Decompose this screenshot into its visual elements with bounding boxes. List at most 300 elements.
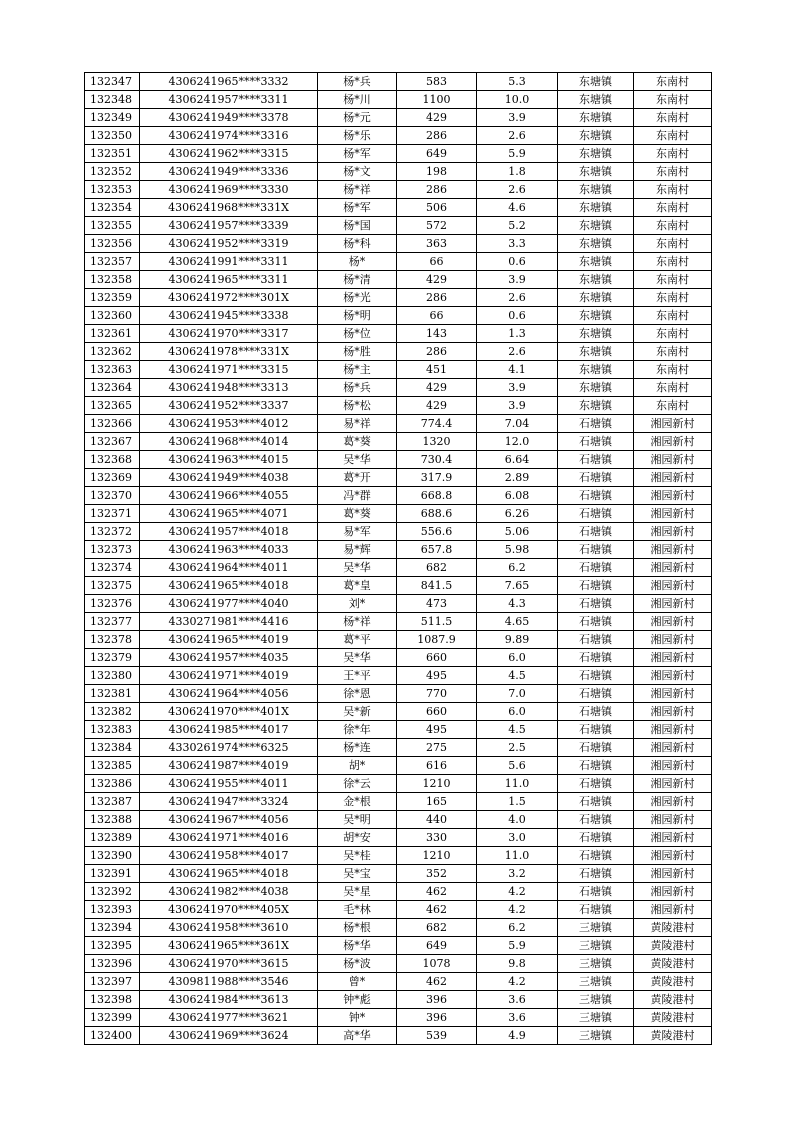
cell-name: 吴*宝 bbox=[318, 865, 397, 883]
table-row bbox=[85, 991, 712, 1009]
cell-name: 吴*星 bbox=[318, 883, 397, 901]
cell-village: 湘园新村 bbox=[634, 523, 712, 541]
cell-id-number: 4306241982****4038 bbox=[140, 883, 318, 901]
cell-id-number: 4306241945****3338 bbox=[140, 307, 318, 325]
cell-village: 湘园新村 bbox=[634, 829, 712, 847]
cell-id-number: 4306241948****3313 bbox=[140, 379, 318, 397]
cell-village: 湘园新村 bbox=[634, 595, 712, 613]
table-row bbox=[85, 757, 712, 775]
cell-area: 660 bbox=[397, 649, 477, 667]
cell-area: 462 bbox=[397, 901, 477, 919]
cell-area: 317.9 bbox=[397, 469, 477, 487]
cell-village: 湘园新村 bbox=[634, 757, 712, 775]
cell-town: 东塘镇 bbox=[558, 379, 634, 397]
cell-serial-number: 132380 bbox=[85, 667, 140, 685]
table-row bbox=[85, 307, 712, 325]
cell-id-number: 4306241970****3317 bbox=[140, 325, 318, 343]
cell-town: 东塘镇 bbox=[558, 253, 634, 271]
cell-area: 1078 bbox=[397, 955, 477, 973]
cell-serial-number: 132352 bbox=[85, 163, 140, 181]
table-row bbox=[85, 523, 712, 541]
cell-town: 东塘镇 bbox=[558, 361, 634, 379]
cell-id-number: 4306241957****4018 bbox=[140, 523, 318, 541]
cell-area: 657.8 bbox=[397, 541, 477, 559]
table-row bbox=[85, 199, 712, 217]
cell-town: 东塘镇 bbox=[558, 307, 634, 325]
table-row bbox=[85, 271, 712, 289]
cell-name: 吴*桂 bbox=[318, 847, 397, 865]
cell-town: 东塘镇 bbox=[558, 325, 634, 343]
cell-area: 1100 bbox=[397, 91, 477, 109]
cell-town: 石塘镇 bbox=[558, 847, 634, 865]
cell-name: 葛*葵 bbox=[318, 433, 397, 451]
cell-village: 湘园新村 bbox=[634, 415, 712, 433]
cell-amount: 1.5 bbox=[477, 793, 558, 811]
cell-serial-number: 132369 bbox=[85, 469, 140, 487]
cell-serial-number: 132373 bbox=[85, 541, 140, 559]
cell-area: 143 bbox=[397, 325, 477, 343]
cell-amount: 6.08 bbox=[477, 487, 558, 505]
table-row bbox=[85, 361, 712, 379]
cell-area: 286 bbox=[397, 181, 477, 199]
cell-id-number: 4306241952****3337 bbox=[140, 397, 318, 415]
cell-serial-number: 132392 bbox=[85, 883, 140, 901]
cell-id-number: 4306241970****405X bbox=[140, 901, 318, 919]
cell-name: 杨*科 bbox=[318, 235, 397, 253]
cell-serial-number: 132399 bbox=[85, 1009, 140, 1027]
cell-area: 66 bbox=[397, 253, 477, 271]
cell-town: 石塘镇 bbox=[558, 469, 634, 487]
cell-serial-number: 132367 bbox=[85, 433, 140, 451]
cell-town: 石塘镇 bbox=[558, 613, 634, 631]
table-row bbox=[85, 793, 712, 811]
cell-town: 东塘镇 bbox=[558, 109, 634, 127]
cell-name: 葛*葵 bbox=[318, 505, 397, 523]
cell-id-number: 4306241972****301X bbox=[140, 289, 318, 307]
cell-area: 495 bbox=[397, 667, 477, 685]
cell-area: 556.6 bbox=[397, 523, 477, 541]
cell-name: 胡* bbox=[318, 757, 397, 775]
cell-name: 杨*兵 bbox=[318, 379, 397, 397]
cell-id-number: 4306241965****4018 bbox=[140, 865, 318, 883]
cell-amount: 2.6 bbox=[477, 343, 558, 361]
cell-serial-number: 132375 bbox=[85, 577, 140, 595]
cell-village: 东南村 bbox=[634, 127, 712, 145]
cell-amount: 4.5 bbox=[477, 667, 558, 685]
cell-town: 石塘镇 bbox=[558, 577, 634, 595]
cell-area: 688.6 bbox=[397, 505, 477, 523]
table-row bbox=[85, 1009, 712, 1027]
cell-area: 616 bbox=[397, 757, 477, 775]
cell-id-number: 4306241965****4018 bbox=[140, 577, 318, 595]
cell-serial-number: 132358 bbox=[85, 271, 140, 289]
cell-amount: 3.3 bbox=[477, 235, 558, 253]
cell-name: 杨*元 bbox=[318, 109, 397, 127]
table-row bbox=[85, 181, 712, 199]
table-row bbox=[85, 487, 712, 505]
cell-village: 湘园新村 bbox=[634, 901, 712, 919]
cell-serial-number: 132391 bbox=[85, 865, 140, 883]
cell-name: 胡*安 bbox=[318, 829, 397, 847]
table-row bbox=[85, 1027, 712, 1045]
cell-amount: 5.3 bbox=[477, 73, 558, 91]
cell-id-number: 4306241969****3624 bbox=[140, 1027, 318, 1045]
cell-id-number: 4306241974****3316 bbox=[140, 127, 318, 145]
cell-serial-number: 132387 bbox=[85, 793, 140, 811]
cell-id-number: 4306241958****4017 bbox=[140, 847, 318, 865]
cell-amount: 7.0 bbox=[477, 685, 558, 703]
cell-name: 吴*华 bbox=[318, 649, 397, 667]
cell-serial-number: 132364 bbox=[85, 379, 140, 397]
cell-village: 黄陵港村 bbox=[634, 919, 712, 937]
cell-id-number: 4306241962****3315 bbox=[140, 145, 318, 163]
cell-id-number: 4306241987****4019 bbox=[140, 757, 318, 775]
cell-id-number: 4306241958****3610 bbox=[140, 919, 318, 937]
cell-area: 668.8 bbox=[397, 487, 477, 505]
cell-area: 352 bbox=[397, 865, 477, 883]
cell-amount: 4.3 bbox=[477, 595, 558, 613]
cell-name: 杨*波 bbox=[318, 955, 397, 973]
table-row bbox=[85, 325, 712, 343]
cell-town: 石塘镇 bbox=[558, 505, 634, 523]
cell-area: 286 bbox=[397, 343, 477, 361]
cell-town: 石塘镇 bbox=[558, 595, 634, 613]
cell-town: 东塘镇 bbox=[558, 271, 634, 289]
cell-name: 杨*光 bbox=[318, 289, 397, 307]
cell-name: 钟*彪 bbox=[318, 991, 397, 1009]
cell-id-number: 4309811988****3546 bbox=[140, 973, 318, 991]
table-row bbox=[85, 595, 712, 613]
cell-amount: 5.9 bbox=[477, 937, 558, 955]
cell-town: 石塘镇 bbox=[558, 631, 634, 649]
cell-village: 湘园新村 bbox=[634, 865, 712, 883]
cell-name: 杨*军 bbox=[318, 199, 397, 217]
table-row bbox=[85, 343, 712, 361]
cell-amount: 3.9 bbox=[477, 379, 558, 397]
cell-name: 杨*胜 bbox=[318, 343, 397, 361]
cell-amount: 7.65 bbox=[477, 577, 558, 595]
cell-area: 429 bbox=[397, 271, 477, 289]
cell-id-number: 4306241952****3319 bbox=[140, 235, 318, 253]
cell-area: 429 bbox=[397, 109, 477, 127]
cell-village: 湘园新村 bbox=[634, 883, 712, 901]
table-row bbox=[85, 613, 712, 631]
cell-id-number: 4306241970****3615 bbox=[140, 955, 318, 973]
cell-amount: 4.6 bbox=[477, 199, 558, 217]
cell-id-number: 4306241984****3613 bbox=[140, 991, 318, 1009]
cell-area: 473 bbox=[397, 595, 477, 613]
cell-serial-number: 132386 bbox=[85, 775, 140, 793]
cell-serial-number: 132347 bbox=[85, 73, 140, 91]
cell-amount: 10.0 bbox=[477, 91, 558, 109]
cell-name: 杨*国 bbox=[318, 217, 397, 235]
cell-village: 黄陵港村 bbox=[634, 991, 712, 1009]
cell-serial-number: 132368 bbox=[85, 451, 140, 469]
cell-area: 286 bbox=[397, 289, 477, 307]
cell-area: 165 bbox=[397, 793, 477, 811]
cell-amount: 6.0 bbox=[477, 649, 558, 667]
table-row bbox=[85, 883, 712, 901]
cell-village: 黄陵港村 bbox=[634, 1009, 712, 1027]
cell-amount: 4.2 bbox=[477, 883, 558, 901]
table-row bbox=[85, 253, 712, 271]
cell-village: 东南村 bbox=[634, 343, 712, 361]
cell-village: 东南村 bbox=[634, 163, 712, 181]
cell-amount: 6.0 bbox=[477, 703, 558, 721]
cell-area: 770 bbox=[397, 685, 477, 703]
cell-amount: 3.6 bbox=[477, 1009, 558, 1027]
cell-area: 66 bbox=[397, 307, 477, 325]
cell-area: 330 bbox=[397, 829, 477, 847]
cell-name: 吴*明 bbox=[318, 811, 397, 829]
cell-serial-number: 132394 bbox=[85, 919, 140, 937]
cell-town: 东塘镇 bbox=[558, 199, 634, 217]
cell-name: 杨*华 bbox=[318, 937, 397, 955]
cell-name: 杨*清 bbox=[318, 271, 397, 289]
cell-id-number: 4306241985****4017 bbox=[140, 721, 318, 739]
cell-name: 葛*平 bbox=[318, 631, 397, 649]
cell-amount: 4.9 bbox=[477, 1027, 558, 1045]
cell-area: 1320 bbox=[397, 433, 477, 451]
cell-amount: 3.2 bbox=[477, 865, 558, 883]
cell-serial-number: 132348 bbox=[85, 91, 140, 109]
cell-town: 东塘镇 bbox=[558, 343, 634, 361]
cell-id-number: 4306241949****3378 bbox=[140, 109, 318, 127]
cell-town: 石塘镇 bbox=[558, 757, 634, 775]
cell-area: 572 bbox=[397, 217, 477, 235]
cell-id-number: 4306241970****401X bbox=[140, 703, 318, 721]
cell-amount: 0.6 bbox=[477, 253, 558, 271]
cell-town: 石塘镇 bbox=[558, 721, 634, 739]
cell-amount: 4.65 bbox=[477, 613, 558, 631]
cell-name: 杨*主 bbox=[318, 361, 397, 379]
cell-serial-number: 132354 bbox=[85, 199, 140, 217]
cell-serial-number: 132362 bbox=[85, 343, 140, 361]
cell-area: 451 bbox=[397, 361, 477, 379]
cell-area: 440 bbox=[397, 811, 477, 829]
table-row bbox=[85, 937, 712, 955]
cell-name: 易*辉 bbox=[318, 541, 397, 559]
cell-name: 吴*华 bbox=[318, 451, 397, 469]
cell-town: 石塘镇 bbox=[558, 487, 634, 505]
cell-id-number: 4306241971****4019 bbox=[140, 667, 318, 685]
cell-name: 葛*开 bbox=[318, 469, 397, 487]
cell-name: 徐*年 bbox=[318, 721, 397, 739]
table-row bbox=[85, 703, 712, 721]
cell-village: 东南村 bbox=[634, 109, 712, 127]
cell-village: 湘园新村 bbox=[634, 793, 712, 811]
cell-serial-number: 132353 bbox=[85, 181, 140, 199]
cell-town: 石塘镇 bbox=[558, 739, 634, 757]
cell-name: 刘* bbox=[318, 595, 397, 613]
cell-area: 363 bbox=[397, 235, 477, 253]
cell-town: 石塘镇 bbox=[558, 775, 634, 793]
cell-town: 石塘镇 bbox=[558, 829, 634, 847]
cell-amount: 3.9 bbox=[477, 109, 558, 127]
cell-serial-number: 132400 bbox=[85, 1027, 140, 1045]
cell-amount: 7.04 bbox=[477, 415, 558, 433]
cell-village: 东南村 bbox=[634, 217, 712, 235]
cell-id-number: 4306241957****3311 bbox=[140, 91, 318, 109]
table-row bbox=[85, 433, 712, 451]
cell-area: 1210 bbox=[397, 847, 477, 865]
cell-name: 杨*明 bbox=[318, 307, 397, 325]
cell-town: 石塘镇 bbox=[558, 865, 634, 883]
cell-area: 462 bbox=[397, 883, 477, 901]
table-row bbox=[85, 109, 712, 127]
table-row bbox=[85, 415, 712, 433]
cell-town: 东塘镇 bbox=[558, 163, 634, 181]
cell-amount: 2.6 bbox=[477, 127, 558, 145]
cell-name: 王*平 bbox=[318, 667, 397, 685]
cell-id-number: 4306241969****3330 bbox=[140, 181, 318, 199]
table-row bbox=[85, 127, 712, 145]
data-table bbox=[84, 72, 712, 1045]
cell-id-number: 4306241977****4040 bbox=[140, 595, 318, 613]
cell-amount: 4.5 bbox=[477, 721, 558, 739]
cell-id-number: 4330261974****6325 bbox=[140, 739, 318, 757]
cell-town: 石塘镇 bbox=[558, 901, 634, 919]
cell-id-number: 4306241971****4016 bbox=[140, 829, 318, 847]
cell-serial-number: 132349 bbox=[85, 109, 140, 127]
cell-area: 429 bbox=[397, 379, 477, 397]
table-row bbox=[85, 667, 712, 685]
cell-town: 石塘镇 bbox=[558, 541, 634, 559]
table-row bbox=[85, 469, 712, 487]
table-row bbox=[85, 739, 712, 757]
cell-amount: 5.2 bbox=[477, 217, 558, 235]
cell-serial-number: 132363 bbox=[85, 361, 140, 379]
table-row bbox=[85, 829, 712, 847]
table-body bbox=[85, 73, 712, 1045]
cell-village: 东南村 bbox=[634, 325, 712, 343]
cell-serial-number: 132385 bbox=[85, 757, 140, 775]
cell-name: 杨*祥 bbox=[318, 181, 397, 199]
cell-name: 杨*兵 bbox=[318, 73, 397, 91]
cell-area: 1087.9 bbox=[397, 631, 477, 649]
cell-name: 杨*文 bbox=[318, 163, 397, 181]
cell-name: 杨*连 bbox=[318, 739, 397, 757]
cell-name: 易*祥 bbox=[318, 415, 397, 433]
cell-village: 东南村 bbox=[634, 379, 712, 397]
table-row bbox=[85, 217, 712, 235]
cell-id-number: 4306241967****4056 bbox=[140, 811, 318, 829]
cell-village: 黄陵港村 bbox=[634, 955, 712, 973]
cell-town: 东塘镇 bbox=[558, 397, 634, 415]
cell-id-number: 4306241965****361X bbox=[140, 937, 318, 955]
cell-area: 396 bbox=[397, 991, 477, 1009]
cell-town: 石塘镇 bbox=[558, 883, 634, 901]
cell-id-number: 4306241965****3311 bbox=[140, 271, 318, 289]
table-row bbox=[85, 289, 712, 307]
cell-serial-number: 132382 bbox=[85, 703, 140, 721]
cell-area: 511.5 bbox=[397, 613, 477, 631]
cell-area: 682 bbox=[397, 919, 477, 937]
cell-id-number: 4306241964****4011 bbox=[140, 559, 318, 577]
cell-serial-number: 132376 bbox=[85, 595, 140, 613]
cell-area: 1210 bbox=[397, 775, 477, 793]
cell-town: 石塘镇 bbox=[558, 559, 634, 577]
cell-id-number: 4306241953****4012 bbox=[140, 415, 318, 433]
cell-name: 金*根 bbox=[318, 793, 397, 811]
cell-serial-number: 132379 bbox=[85, 649, 140, 667]
cell-amount: 1.8 bbox=[477, 163, 558, 181]
cell-town: 三塘镇 bbox=[558, 1009, 634, 1027]
cell-village: 东南村 bbox=[634, 235, 712, 253]
cell-village: 黄陵港村 bbox=[634, 973, 712, 991]
cell-area: 660 bbox=[397, 703, 477, 721]
cell-id-number: 4306241949****4038 bbox=[140, 469, 318, 487]
cell-town: 三塘镇 bbox=[558, 991, 634, 1009]
cell-name: 杨*位 bbox=[318, 325, 397, 343]
cell-village: 湘园新村 bbox=[634, 739, 712, 757]
cell-id-number: 4306241949****3336 bbox=[140, 163, 318, 181]
cell-amount: 6.2 bbox=[477, 559, 558, 577]
cell-id-number: 4306241957****3339 bbox=[140, 217, 318, 235]
cell-village: 东南村 bbox=[634, 145, 712, 163]
table-row bbox=[85, 811, 712, 829]
cell-serial-number: 132371 bbox=[85, 505, 140, 523]
cell-village: 湘园新村 bbox=[634, 487, 712, 505]
cell-area: 682 bbox=[397, 559, 477, 577]
cell-village: 湘园新村 bbox=[634, 541, 712, 559]
cell-id-number: 4306241965****3332 bbox=[140, 73, 318, 91]
cell-town: 三塘镇 bbox=[558, 973, 634, 991]
cell-village: 湘园新村 bbox=[634, 685, 712, 703]
cell-amount: 3.9 bbox=[477, 271, 558, 289]
cell-area: 198 bbox=[397, 163, 477, 181]
cell-serial-number: 132351 bbox=[85, 145, 140, 163]
table-row bbox=[85, 775, 712, 793]
cell-village: 黄陵港村 bbox=[634, 937, 712, 955]
cell-serial-number: 132360 bbox=[85, 307, 140, 325]
cell-amount: 4.2 bbox=[477, 901, 558, 919]
cell-town: 东塘镇 bbox=[558, 73, 634, 91]
table-row bbox=[85, 847, 712, 865]
cell-serial-number: 132388 bbox=[85, 811, 140, 829]
cell-name: 徐*恩 bbox=[318, 685, 397, 703]
cell-amount: 2.6 bbox=[477, 181, 558, 199]
cell-serial-number: 132381 bbox=[85, 685, 140, 703]
cell-area: 730.4 bbox=[397, 451, 477, 469]
cell-town: 东塘镇 bbox=[558, 289, 634, 307]
cell-name: 毛*林 bbox=[318, 901, 397, 919]
cell-name: 杨*乐 bbox=[318, 127, 397, 145]
cell-area: 462 bbox=[397, 973, 477, 991]
table-row bbox=[85, 397, 712, 415]
table-row bbox=[85, 235, 712, 253]
table-row bbox=[85, 541, 712, 559]
cell-town: 石塘镇 bbox=[558, 703, 634, 721]
table-row bbox=[85, 145, 712, 163]
cell-serial-number: 132389 bbox=[85, 829, 140, 847]
cell-village: 湘园新村 bbox=[634, 469, 712, 487]
cell-serial-number: 132390 bbox=[85, 847, 140, 865]
table-row bbox=[85, 649, 712, 667]
cell-serial-number: 132361 bbox=[85, 325, 140, 343]
cell-village: 东南村 bbox=[634, 397, 712, 415]
cell-amount: 5.98 bbox=[477, 541, 558, 559]
cell-name: 杨*川 bbox=[318, 91, 397, 109]
cell-village: 黄陵港村 bbox=[634, 1027, 712, 1045]
cell-area: 286 bbox=[397, 127, 477, 145]
cell-town: 石塘镇 bbox=[558, 793, 634, 811]
cell-village: 湘园新村 bbox=[634, 451, 712, 469]
cell-amount: 3.0 bbox=[477, 829, 558, 847]
cell-id-number: 4306241971****3315 bbox=[140, 361, 318, 379]
table-row bbox=[85, 577, 712, 595]
cell-id-number: 4330271981****4416 bbox=[140, 613, 318, 631]
